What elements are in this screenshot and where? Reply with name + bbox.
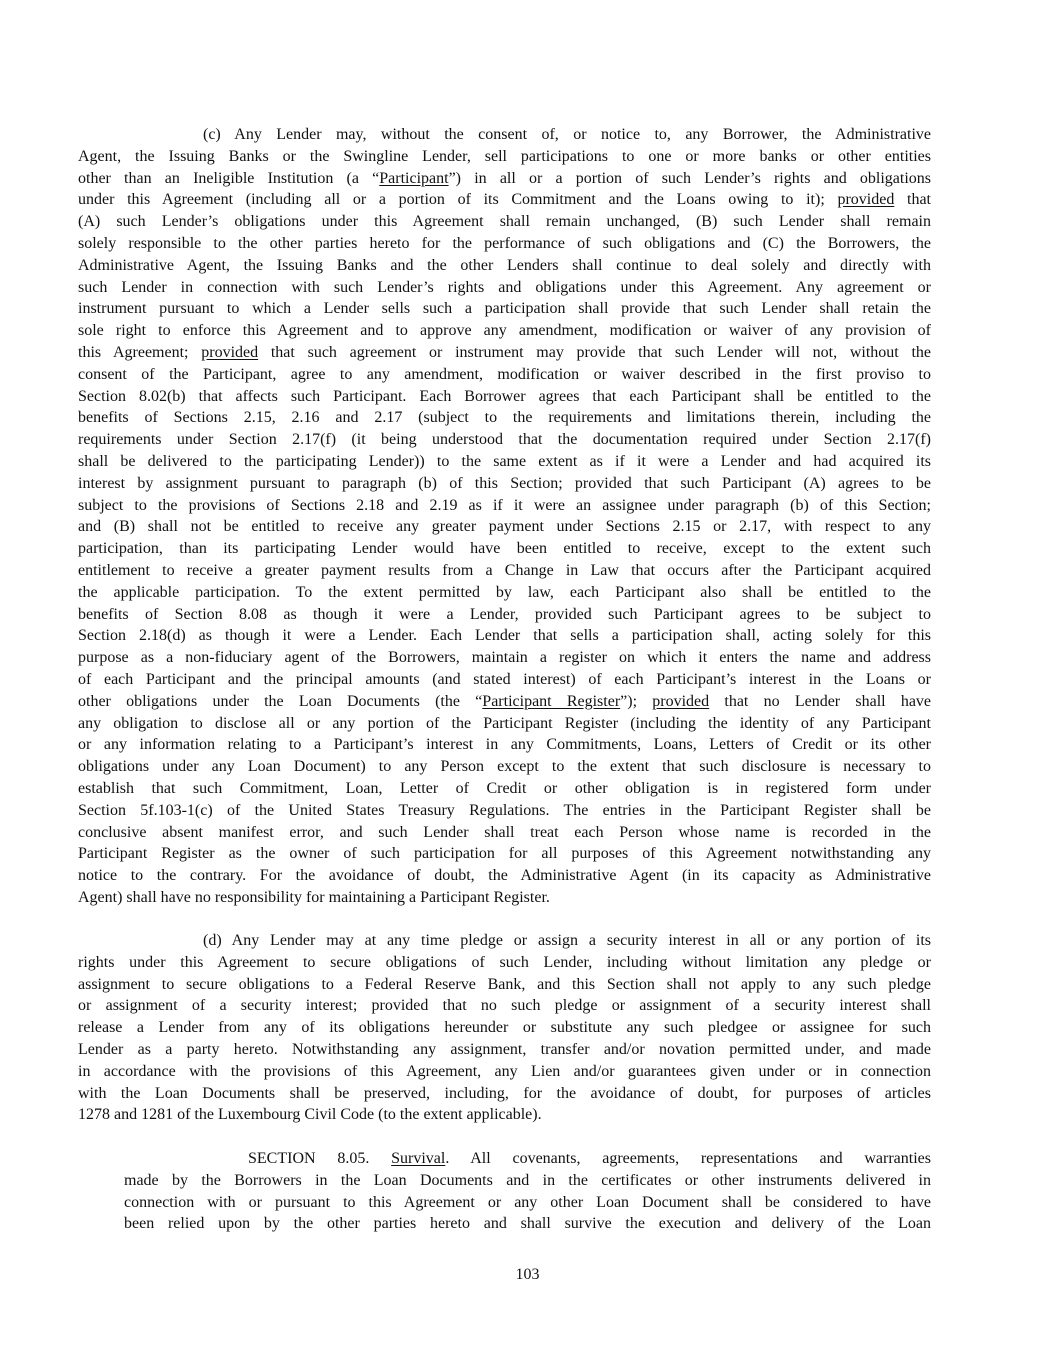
text-run: any obligation to disclose all or any portion of the Participant Register (including the identity of any Participant [78,714,931,732]
text-run: assignment to secure obligations to a Federal Reserve Bank, and this Section shall not apply to any such pledge [78,975,931,993]
text-line [78,124,931,146]
text-line [78,713,931,735]
text-line [78,582,931,604]
text-line [78,168,931,190]
text-line [78,734,931,756]
text-run: . All covenants, agreements, representations and warranties [445,1150,931,1167]
text-line [78,974,931,996]
text-line [78,778,931,800]
text-line [78,625,931,647]
text-line [78,386,931,408]
text-line [78,320,931,342]
text-run: subject to the provisions of Sections 2.18 and 2.19 as if it were an assignee under paragraph (b) of this Section; [78,496,931,514]
text-line [78,647,931,669]
text-run: SECTION 8.05. [248,1150,392,1167]
text-run: or assignment of a security interest; provided that no such pledge or assignment of a security interest shall [78,997,931,1015]
text-line [78,364,931,386]
text-run: Section 8.02(b) that affects such Participant. Each Borrower agrees that each Participant shall be entitled to the [78,387,931,405]
paragraph-8-04-d [78,930,931,1126]
text-line [78,1104,931,1126]
text-run: been relied upon by the other parties hereto and shall survive the execution and delivery of the Loan [124,1215,931,1233]
text-line [78,691,931,713]
text-run: purpose as a non-fiduciary agent of the Borrowers, maintain a register on which it enters the name and address [78,649,931,667]
text-line [78,233,931,255]
text-line [78,1039,931,1061]
text-run: entitlement to receive a greater payment results from a Change in Law that occurs after the Participant acquired [78,561,931,579]
page-number: 103 [515,1266,540,1283]
text-run: release a Lender from any of its obligations hereunder or substitute any such pledgee or assignee for such [78,1019,931,1037]
text-line [124,1148,931,1170]
text-run: obligations under any Loan Document) to any Person except to the extent that such disclosure is necessary to [78,758,931,776]
text-run: the applicable participation. To the extent permitted by law, each Participant also shall be entitled to the [78,583,931,601]
text-run: conclusive absent manifest error, and such Lender shall treat each Person whose name is recorded in the [78,823,931,841]
text-run: in accordance with the provisions of this Agreement, any Lien and/or guarantees given under or in connection [78,1062,931,1080]
text-run: this Agreement; [78,343,202,361]
text-run: with the Loan Documents shall be preserved, including, for the avoidance of doubt, for purposes of articles [78,1084,931,1102]
text-line [78,495,931,517]
text-line [78,298,931,320]
text-line [78,277,931,299]
text-line [78,473,931,495]
text-run: benefits of Sections 2.15, 2.16 and 2.17 (subject to the requirements and limitations therein, including the [78,409,931,427]
text-run: Agent) shall have no responsibility for maintaining a Participant Register. [78,888,550,906]
text-line [124,1170,931,1192]
text-line [78,822,931,844]
defined-term: provided [652,692,710,710]
text-line [78,146,931,168]
text-run: that no Lender shall have [709,692,932,710]
text-line [78,211,931,233]
text-run: benefits of Section 8.08 as though it were a Lender, provided such Participant agrees to be subject to [78,605,931,623]
text-run: establish that such Commitment, Loan, Letter of Credit or other obligation is in registered form under [78,779,931,797]
text-run: and (B) shall not be entitled to receive any greater payment under Sections 2.15 or 2.17, with respect to any [78,518,931,536]
text-run: notice to the contrary. For the avoidance of doubt, the Administrative Agent (in its capacity as Administrative [78,867,931,885]
text-line [78,756,931,778]
text-run: sole right to enforce this Agreement and to approve any amendment, modification or waiver of any provision of [78,322,931,340]
text-run: or any information relating to a Participant’s interest in any Commitments, Loans, Letters of Credit or its other [78,736,931,754]
text-line [78,1083,931,1105]
section-8-05-survival [124,1148,931,1235]
text-run: Section 2.18(d) as though it were a Lender. Each Lender that sells a participation shall, acting solely for this [78,627,931,645]
text-line [78,800,931,822]
text-run: Agent, the Issuing Banks or the Swingline Lender, sell participations to one or more banks or other entities [78,147,931,165]
text-line [78,429,931,451]
text-run: such Lender in connection with such Lender’s rights and obligations under this Agreement. Any agreement or [78,278,931,296]
text-line [78,1061,931,1083]
text-run: (A) such Lender’s obligations under this Agreement shall remain unchanged, (B) such Lender shall remain [78,213,931,231]
text-line [78,538,931,560]
text-run: ”) in all or a portion of such Lender’s rights and obligations [448,169,931,187]
text-line [78,995,931,1017]
text-run: ”); [620,692,653,710]
text-run: rights under this Agreement to secure obligations of such Lender, including without limitation any pledge or [78,953,931,971]
text-line [78,865,931,887]
defined-term: Participant [379,169,449,187]
text-run: other than an Ineligible Institution (a “ [78,169,380,187]
text-run: (d) Any Lender may at any time pledge or assign a security interest in all or any portion of its [203,932,931,949]
defined-term: Participant Register [482,692,621,710]
text-run: shall be delivered to the participating Lender)) to the same extent as if it were a Lender and had acquired its [78,452,931,470]
text-line [78,342,931,364]
text-run: that such agreement or instrument may provide that such Lender will not, without the [258,343,932,361]
text-line [78,887,931,909]
text-line [78,255,931,277]
text-line [124,1192,931,1214]
text-line [78,843,931,865]
text-run: Section 5f.103-1(c) of the United States Treasury Regulations. The entries in the Participant Register shall be [78,801,931,819]
text-line [78,669,931,691]
text-run: Lender as a party hereto. Notwithstanding any assignment, transfer and/or novation permitted under, and made [78,1040,931,1058]
text-line [78,1017,931,1039]
text-line [78,516,931,538]
defined-term: provided [201,343,259,361]
text-run: Administrative Agent, the Issuing Banks and the other Lenders shall continue to deal solely and directly with [78,256,931,274]
text-run: participation, than its participating Lender would have been entitled to receive, except to the extent such [78,540,931,558]
text-run: made by the Borrowers in the Loan Documents and in the certificates or other instruments delivered in [124,1171,931,1189]
text-run: (c) Any Lender may, without the consent of, or notice to, any Borrower, the Administrative [203,126,931,143]
text-run: of each Participant and the principal amounts (and stated interest) of each Participant’s interest in the Loans or [78,670,931,688]
text-run: consent of the Participant, agree to any amendment, modification or waiver described in the first proviso to [78,365,931,383]
text-run: instrument pursuant to which a Lender sells such a participation shall provide that such Lender shall retain the [78,300,931,318]
paragraph-8-04-c [78,124,931,909]
text-run: 1278 and 1281 of the Luxembourg Civil Code (to the extent applicable). [78,1106,542,1124]
text-run: requirements under Section 2.17(f) (it being understood that the documentation required under Section 2.17(f) [78,431,931,449]
text-run: connection with or pursuant to this Agreement or any other Loan Document shall be considered to have [124,1193,931,1211]
text-line [78,451,931,473]
text-line [78,604,931,626]
text-line [124,1213,931,1235]
defined-term: provided [837,191,895,209]
text-line [78,930,931,952]
text-run: that [894,191,931,209]
text-line [78,189,931,211]
text-line [78,952,931,974]
text-run: solely responsible to the other parties hereto for the performance of such obligations and (C) the Borrowers, the [78,234,931,252]
text-run: interest by assignment pursuant to paragraph (b) of this Section; provided that such Participant (A) agrees to be [78,474,931,492]
text-run: under this Agreement (including all or a portion of its Commitment and the Loans owing to it); [78,191,838,209]
text-run: Participant Register as the owner of such participation for all purposes of this Agreement notwithstanding any [78,845,931,863]
text-line [78,407,931,429]
defined-term: Survival [391,1150,446,1167]
text-run: other obligations under the Loan Documents (the “ [78,692,483,710]
text-line [78,560,931,582]
